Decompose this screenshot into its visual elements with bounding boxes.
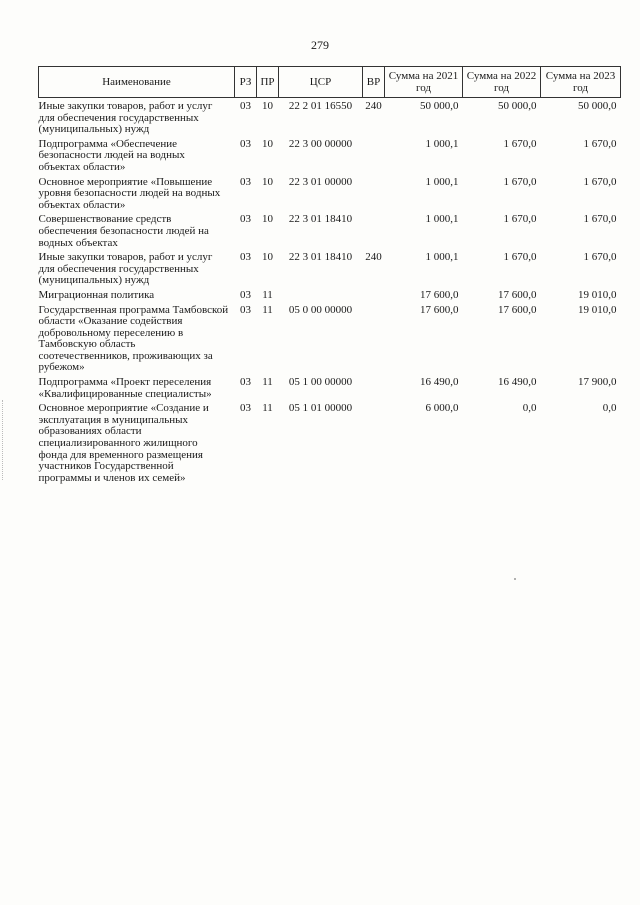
- row-sum-2021: 16 490,0: [420, 376, 459, 389]
- row-rz: 03: [240, 175, 251, 188]
- table-row: [39, 177, 621, 215]
- header-sum-2023: Сумма на 2023 год: [541, 67, 621, 98]
- table-row: [39, 403, 621, 487]
- row-rz: 03: [240, 376, 251, 389]
- row-name: Иные закупки товаров, работ и услуг для обеспечения государственных (муниципальных) нужд: [38, 251, 213, 287]
- table-row: [39, 252, 621, 290]
- row-name: Государственная программа Тамбовской области «Оказание содействия добровольному переселению в Тамбовскую область соотечественников, проживающих за рубежом»: [38, 303, 229, 374]
- row-rz: 03: [240, 100, 251, 112]
- row-sum-2023: 1 670,0: [583, 213, 617, 226]
- row-vr: 240: [365, 100, 382, 112]
- row-sum-2023: 19 010,0: [578, 288, 617, 301]
- row-vr: [363, 377, 385, 403]
- row-csr: 22 2 01 16550: [288, 100, 353, 112]
- table-row: [39, 305, 621, 378]
- header-pr: ПР: [257, 67, 279, 98]
- row-sum-2021: 6 000,0: [425, 402, 459, 415]
- header-csr: ЦСР: [279, 67, 363, 98]
- row-pr: 11: [262, 402, 273, 415]
- row-sum-2023: 17 900,0: [578, 376, 617, 389]
- row-rz: 03: [240, 303, 251, 316]
- header-sum-2022: Сумма на 2022 год: [463, 67, 541, 98]
- row-name: Иные закупки товаров, работ и услуг для обеспечения государственных (муниципальных) нужд: [38, 100, 213, 136]
- row-sum-2023: 50 000,0: [578, 100, 617, 112]
- row-sum-2022: 1 670,0: [503, 213, 537, 226]
- row-vr: [363, 139, 385, 177]
- row-vr: [363, 403, 385, 487]
- row-name: Основное мероприятие «Создание и эксплуатация в муниципальных образованиях области специализированного жилищного фонда для временного размещения участников Государственной программы и членов их семей»: [38, 402, 209, 484]
- table-row: [39, 377, 621, 403]
- row-sum-2022: 17 600,0: [498, 303, 537, 316]
- table-row: [39, 101, 621, 139]
- row-sum-2023: 1 670,0: [583, 251, 617, 264]
- row-pr: 10: [262, 213, 273, 226]
- row-csr: 22 3 01 00000: [288, 175, 353, 188]
- row-pr: 10: [262, 175, 273, 188]
- row-sum-2021: 1 000,1: [425, 137, 459, 150]
- row-sum-2021: 17 600,0: [420, 288, 459, 301]
- row-sum-2022: 17 600,0: [498, 288, 537, 301]
- header-name: Наименование: [39, 67, 235, 98]
- row-sum-2023: 19 010,0: [578, 303, 617, 316]
- budget-table: [38, 66, 621, 487]
- table-row: [39, 139, 621, 177]
- row-sum-2022: 1 670,0: [503, 137, 537, 150]
- row-rz: 03: [240, 251, 251, 264]
- row-vr: [363, 305, 385, 378]
- header-rz: РЗ: [235, 67, 257, 98]
- row-sum-2021: 50 000,0: [420, 100, 459, 112]
- row-vr: [363, 177, 385, 215]
- header-sum-2021: Сумма на 2021 год: [385, 67, 463, 98]
- row-sum-2022: 1 670,0: [503, 251, 537, 264]
- row-sum-2023: 1 670,0: [583, 137, 617, 150]
- row-csr: 05 1 00 00000: [288, 376, 353, 389]
- row-sum-2022: 16 490,0: [498, 376, 537, 389]
- row-pr: 10: [262, 137, 273, 150]
- page-number: 279: [311, 38, 329, 52]
- header-vr: ВР: [363, 67, 385, 98]
- row-sum-2021: 1 000,1: [425, 251, 459, 264]
- row-sum-2022: 50 000,0: [498, 100, 537, 112]
- row-sum-2021: 1 000,1: [425, 213, 459, 226]
- row-name: Совершенствование средств обеспечения безопасности людей на водных объектах: [38, 213, 209, 249]
- row-csr: 05 1 01 00000: [288, 402, 353, 415]
- row-name: Подпрограмма «Проект переселения «Квалифицированные специалисты»: [38, 376, 212, 400]
- row-pr: 10: [262, 100, 273, 112]
- row-rz: 03: [240, 288, 251, 301]
- scan-speck: [514, 578, 516, 580]
- row-csr: 22 3 01 18410: [288, 213, 353, 226]
- row-sum-2022: 0,0: [522, 402, 537, 415]
- table-header-row: [39, 67, 621, 98]
- row-pr: 11: [262, 303, 273, 316]
- row-name: Миграционная политика: [38, 288, 155, 301]
- row-sum-2022: 1 670,0: [503, 175, 537, 188]
- row-pr: 10: [262, 251, 273, 264]
- row-csr: [279, 290, 363, 305]
- row-csr: 05 0 00 00000: [288, 303, 353, 316]
- row-sum-2021: 1 000,1: [425, 175, 459, 188]
- row-csr: 22 3 00 00000: [288, 137, 353, 150]
- row-pr: 11: [262, 376, 273, 389]
- row-rz: 03: [240, 137, 251, 150]
- row-csr: 22 3 01 18410: [288, 251, 353, 264]
- row-name: Подпрограмма «Обеспечение безопасности людей на водных объектах области»: [38, 137, 185, 173]
- row-sum-2023: 1 670,0: [583, 175, 617, 188]
- row-pr: 11: [262, 288, 273, 301]
- table-row: [39, 290, 621, 305]
- row-vr: [363, 290, 385, 305]
- row-vr: [363, 214, 385, 252]
- row-rz: 03: [240, 213, 251, 226]
- row-name: Основное мероприятие «Повышение уровня безопасности людей на водных объектах области»: [38, 175, 221, 211]
- row-sum-2023: 0,0: [602, 402, 617, 415]
- row-vr: 240: [365, 251, 382, 264]
- table-row: [39, 214, 621, 252]
- row-rz: 03: [240, 402, 251, 415]
- row-sum-2021: 17 600,0: [420, 303, 459, 316]
- scan-margin-mark: [2, 400, 7, 480]
